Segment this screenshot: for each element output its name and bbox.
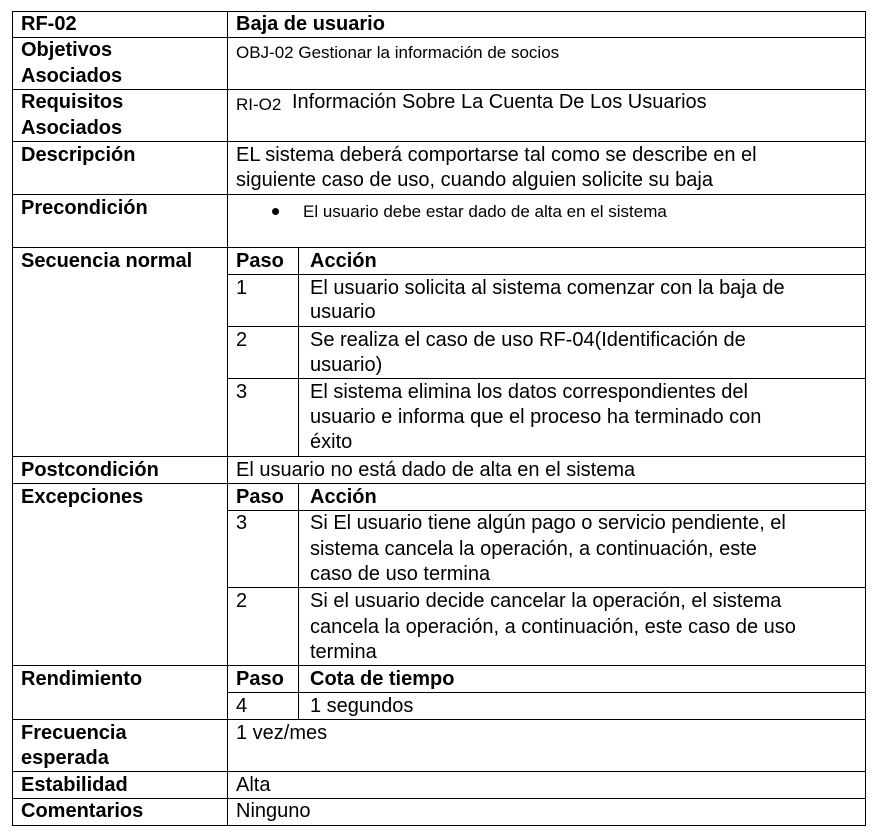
descripcion-value-line1: EL sistema deberá comportarse tal como se describe en el	[236, 144, 757, 166]
rendimiento-cota: 1 segundos	[310, 695, 414, 717]
estabilidad-value: Alta	[236, 774, 271, 796]
rendimiento-label: Rendimiento	[21, 668, 143, 690]
secuencia-label: Secuencia normal	[21, 250, 193, 272]
objetivos-label-line2: Asociados	[21, 65, 123, 87]
secuencia-step-accion-line: usuario)	[310, 354, 383, 376]
excepcion-accion-line: cancela la operación, a continuación, este caso de uso	[310, 616, 796, 638]
postcondicion-value: El usuario no está dado de alta en el sistema	[236, 459, 636, 481]
excepcion-accion-line: Si El usuario tiene algún pago o servicio pendiente, el	[310, 512, 786, 534]
requirement-title: Baja de usuario	[236, 13, 385, 35]
comentarios-label: Comentarios	[21, 800, 144, 822]
secuencia-step-paso: 3	[236, 381, 248, 403]
secuencia-step-paso: 1	[236, 277, 248, 299]
objetivos-value: OBJ-02 Gestionar la información de socios	[236, 43, 560, 62]
requisitos-label-line2: Asociados	[21, 117, 123, 139]
postcondicion-label: Postcondición	[21, 459, 159, 481]
excepcion-accion-line: termina	[310, 641, 377, 663]
requisitos-label-line1: Requisitos	[21, 91, 124, 113]
excepcion-accion-line: Si el usuario decide cancelar la operación, el sistema	[310, 590, 782, 612]
secuencia-step-accion-line: El usuario solicita al sistema comenzar con la baja de	[310, 277, 785, 299]
excepcion-accion-line: caso de uso termina	[310, 563, 491, 585]
secuencia-col-paso: Paso	[236, 250, 284, 272]
secuencia-col-accion: Acción	[310, 250, 377, 272]
secuencia-step-accion-line: éxito	[310, 431, 353, 453]
requirement-id: RF-02	[21, 13, 77, 35]
rendimiento-col-cota: Cota de tiempo	[310, 668, 455, 690]
descripcion-value-line2: siguiente caso de uso, cuando alguien solicite su baja	[236, 169, 713, 191]
excepciones-col-accion: Acción	[310, 486, 377, 508]
secuencia-step-paso: 2	[236, 329, 248, 351]
precondicion-label: Precondición	[21, 197, 148, 219]
excepcion-accion-line: sistema cancela la operación, a continuación, este	[310, 538, 757, 560]
requisitos-value: Información Sobre La Cuenta De Los Usuarios	[292, 91, 707, 113]
descripcion-label: Descripción	[21, 144, 136, 166]
objetivos-label-line1: Objetivos	[21, 39, 113, 61]
excepcion-paso: 3	[236, 512, 248, 534]
estabilidad-label: Estabilidad	[21, 774, 128, 796]
bullet-icon	[272, 208, 279, 215]
rendimiento-col-paso: Paso	[236, 668, 284, 690]
excepciones-col-paso: Paso	[236, 486, 284, 508]
secuencia-step-accion-line: usuario	[310, 301, 376, 323]
frecuencia-value: 1 vez/mes	[236, 722, 328, 744]
secuencia-step-accion-line: El sistema elimina los datos correspondientes del	[310, 381, 748, 403]
comentarios-value: Ninguno	[236, 800, 311, 822]
precondicion-value: El usuario debe estar dado de alta en el sistema	[303, 202, 667, 221]
secuencia-step-accion-line: Se realiza el caso de uso RF-04(Identificación de	[310, 329, 746, 351]
frecuencia-label-line2: esperada	[21, 747, 109, 769]
excepcion-paso: 2	[236, 590, 248, 612]
requisitos-code: RI-O2	[236, 95, 282, 114]
frecuencia-label-line1: Frecuencia	[21, 722, 127, 744]
rendimiento-paso: 4	[236, 695, 248, 717]
excepciones-label: Excepciones	[21, 486, 144, 508]
secuencia-step-accion-line: usuario e informa que el proceso ha terminado con	[310, 406, 762, 428]
